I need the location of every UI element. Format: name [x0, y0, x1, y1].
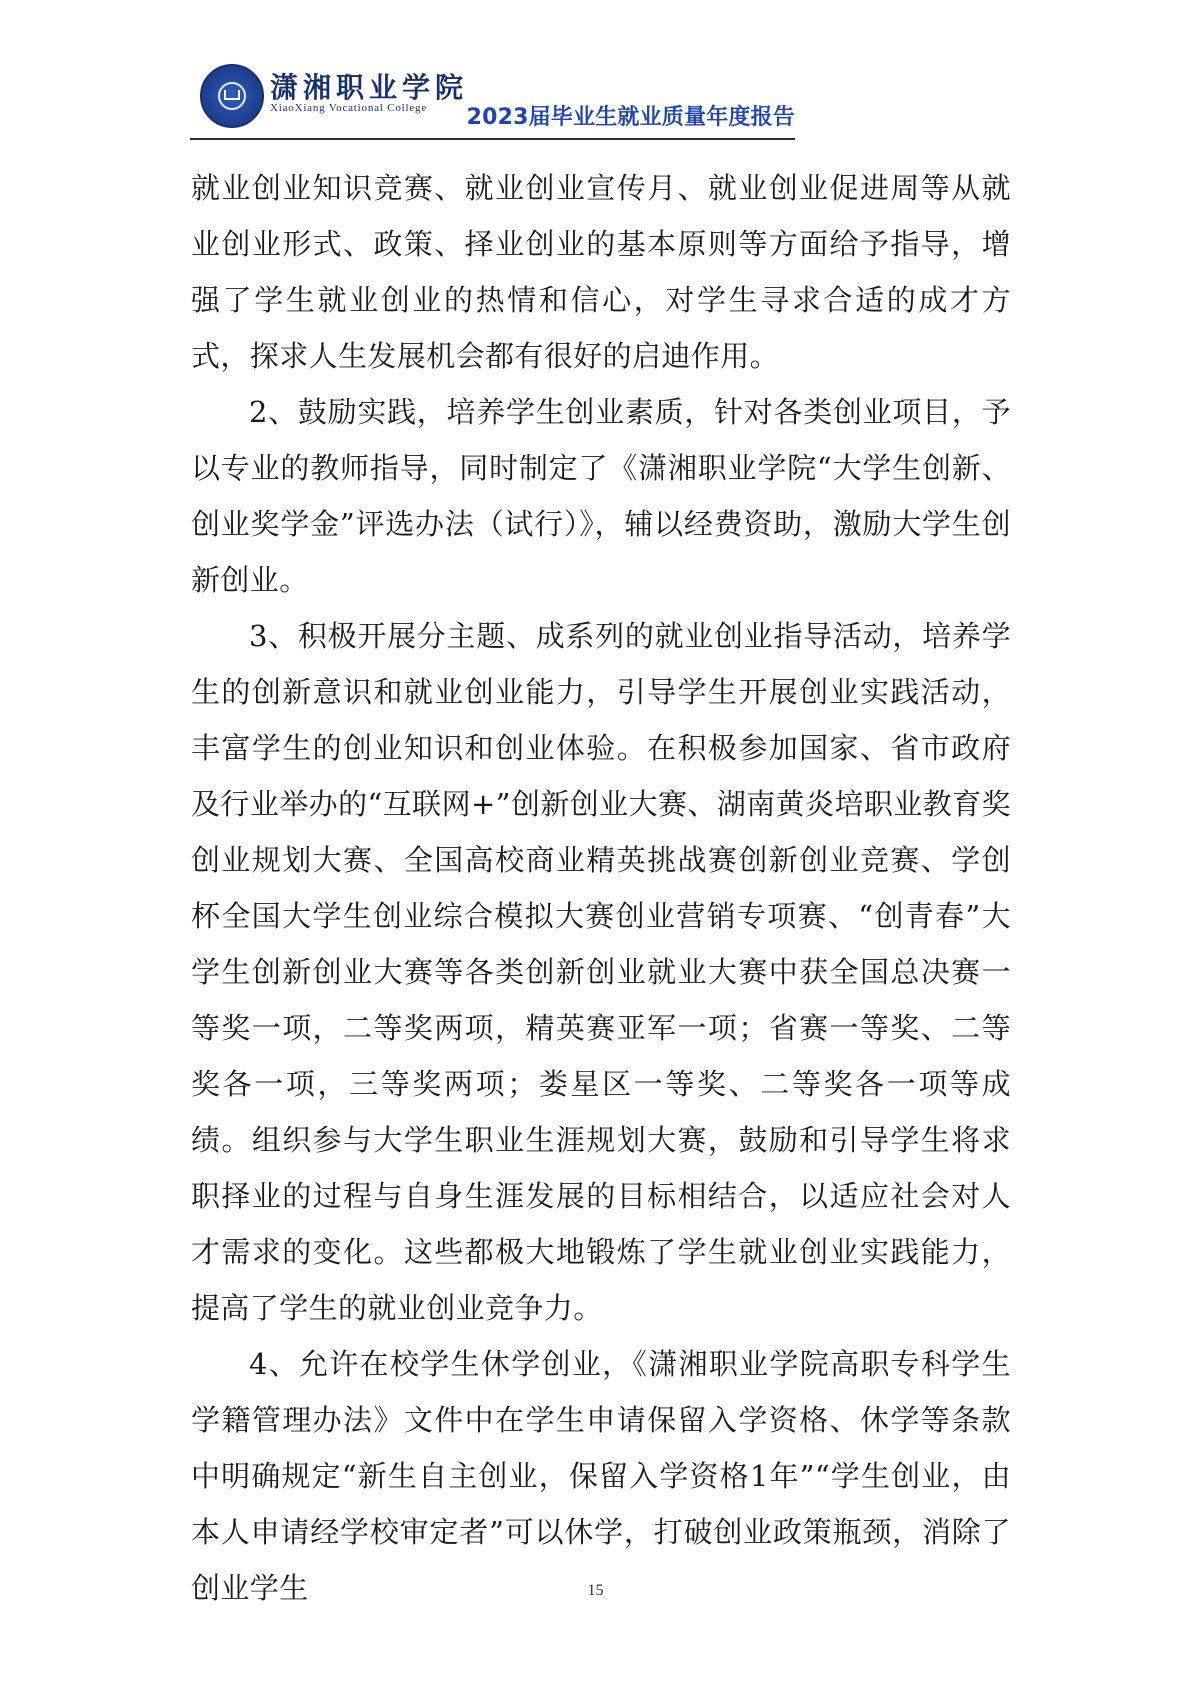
body-paragraph: 2、鼓励实践，培养学生创业素质，针对各类创业项目，予以专业的教师指导，同时制定了《潇湘职业学院“大学生创新、创业奖学金”评选办法（试行）》，辅以经费资助，激励大学生创新创业。 — [191, 395, 1011, 597]
body-paragraph: 3、积极开展分主题、成系列的就业创业指导活动，培养学生的创新意识和就业创业能力，引导学生开展创业实践活动，丰富学生的创业知识和创业体验。在积极参加国家、省市政府及行业举办的“互联网+”创新创业大赛、湖南黄炎培职业教育奖创业规划大赛、全国高校商业精英挑战赛创新创业竞赛、学创杯全国大学生创业综合模拟大赛创业营销专项赛、“创青春”大学生创新创业大赛等各类创新创业就业大赛中获全国总决赛一等奖一项，二等奖两项，精英赛亚军一项；省赛一等奖、二等奖各一项，三等奖两项；娄星区一等奖、二等奖各一项等成绩。组织参与大学生职业生涯规划大赛，鼓励和引导学生将求职择业的过程与自身生涯发展的目标相结合，以适应社会对人才需求的变化。这些都极大地锻炼了学生就业创业实践能力，提高了学生的就业创业竞争力。 — [191, 619, 1011, 1325]
body-paragraph: 4、允许在校学生休学创业，《潇湘职业学院高职专科学生学籍管理办法》文件中在学生申请保留入学资格、休学等条款中明确规定“新生自主创业，保留入学资格1年”“学生创业，由本人申请经学校审定者”可以休学，打破创业政策瓶颈，消除了创业学生 — [191, 1347, 1011, 1605]
college-name-zh: 潇湘职业学院 — [270, 71, 469, 104]
logo-mark-icon — [224, 90, 240, 100]
body-paragraph: 就业创业知识竞赛、就业创业宣传月、就业创业促进周等从就业创业形式、政策、择业创业的基本原则等方面给予指导，增强了学生就业创业的热情和信心，对学生寻求合适的成才方式，探求人生发展机会都有很好的启迪作用。 — [191, 171, 1011, 373]
college-name-en: XiaoXiang Vocational College — [270, 102, 428, 114]
college-logo-icon — [200, 64, 264, 128]
page-header — [190, 58, 795, 140]
header-divider — [190, 138, 795, 140]
page-number: 15 — [587, 1582, 604, 1599]
report-title: 2023届毕业生就业质量年度报告 — [466, 105, 795, 130]
document-body — [191, 160, 1011, 1616]
